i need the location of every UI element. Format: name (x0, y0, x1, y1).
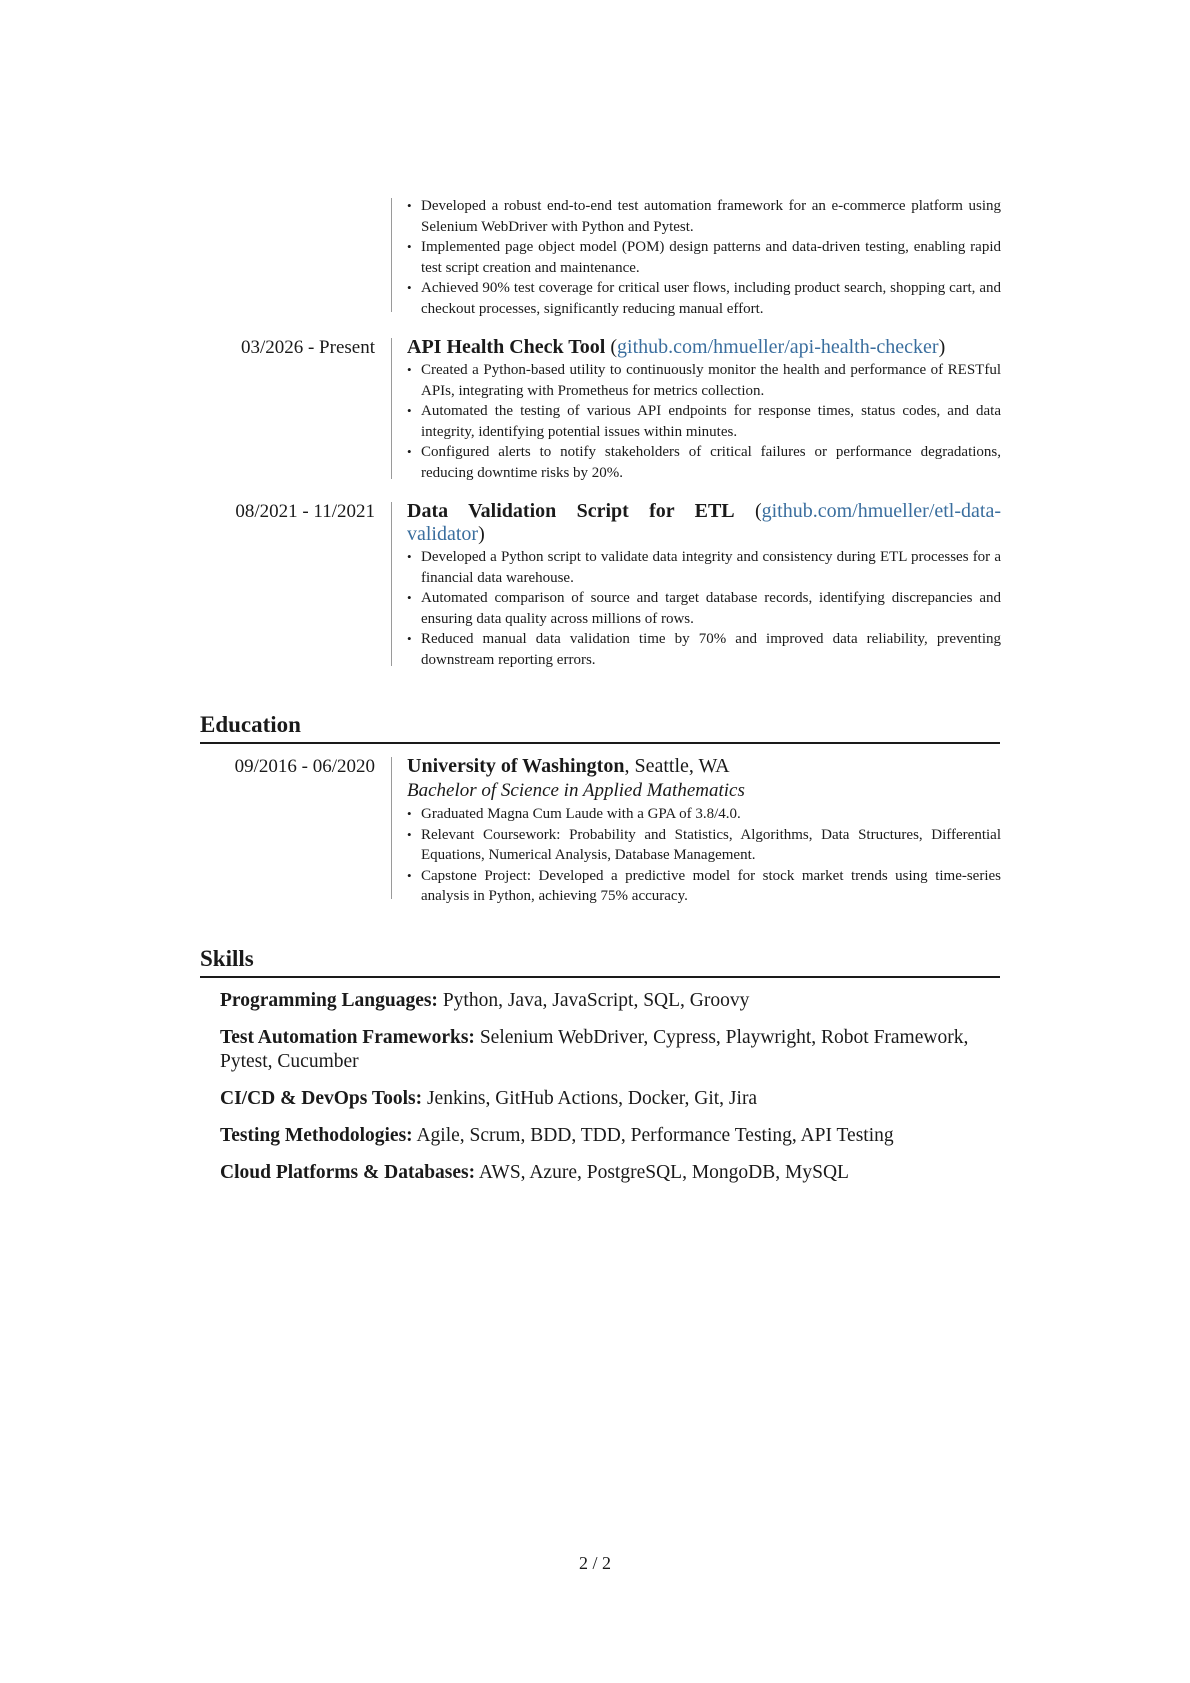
skill-row (220, 1161, 1005, 1185)
institution-location: , Seattle, WA (624, 755, 730, 777)
education-bullets (407, 804, 1001, 907)
skill-row (220, 1124, 1005, 1148)
timeline-rule (391, 198, 392, 312)
skill-value: Jenkins, GitHub Actions, Docker, Git, Jira (422, 1088, 758, 1109)
bullet-item: • Implemented page object model (POM) design patterns and data-driven testing, enabling rapid test script creation and maintenance. (407, 237, 1001, 278)
project-link[interactable]: github.com/hmueller/etl-data-validator (407, 500, 1001, 545)
section-divider (200, 742, 1000, 744)
bullet-item: • Developed a Python script to validate data integrity and consistency during ETL processes for a financial data warehouse. (407, 547, 1001, 588)
project-bullets (407, 547, 1001, 671)
bullet-item: • Configured alerts to notify stakeholders of critical failures or performance degradations, reducing downtime risks by 20%. (407, 442, 1001, 483)
skill-label: Programming Languages: (220, 990, 438, 1011)
institution-line (407, 755, 1001, 778)
skill-label: Testing Methodologies: (220, 1125, 413, 1146)
timeline-rule (391, 757, 392, 899)
bullet-item: • Achieved 90% test coverage for critical user flows, including product search, shopping cart, and checkout processes, significantly reducing manual effort. (407, 278, 1001, 319)
bullet-item: • Automated comparison of source and target database records, identifying discrepancies and ensuring data quality across millions of rows. (407, 588, 1001, 629)
project-name: Data Validation Script for ETL (407, 500, 735, 522)
timeline-rule (391, 502, 392, 666)
bullet-item: • Reduced manual data validation time by 70% and improved data reliability, preventing downstream reporting errors. (407, 629, 1001, 670)
entry-date: 08/2021 - 11/2021 (235, 501, 375, 522)
project-entry-continued (0, 196, 1190, 317)
project-name: API Health Check Tool (407, 336, 606, 358)
section-title-skills: Skills (200, 946, 254, 971)
degree: Bachelor of Science in Applied Mathematics (407, 780, 745, 801)
bullet-item: • Automated the testing of various API endpoints for response times, status codes, and data integrity, identifying potential issues within minutes. (407, 401, 1001, 442)
timeline-rule (391, 338, 392, 479)
skill-row (220, 1087, 1005, 1111)
institution-name: University of Washington (407, 755, 625, 777)
skill-row (220, 989, 1005, 1013)
project-bullets (407, 360, 1001, 484)
page-number: 2 / 2 (578, 1553, 611, 1573)
project-title: Data Validation Script for ETL (github.com/hmueller/etl-data-validator) (407, 500, 1001, 545)
skill-value: Agile, Scrum, BDD, TDD, Performance Testing, API Testing (412, 1125, 894, 1146)
project-entry-api-health (0, 336, 1190, 481)
project-bullets (407, 196, 1001, 320)
bullet-item: • Relevant Coursework: Probability and Statistics, Algorithms, Data Structures, Differential Equations, Numerical Analysis, Database Management. (407, 825, 1001, 866)
skill-label: CI/CD & DevOps Tools: (220, 1088, 423, 1109)
entry-date: 03/2026 - Present (240, 337, 375, 358)
skill-row (220, 1026, 1005, 1074)
bullet-item: • Created a Python-based utility to continuously monitor the health and performance of RESTful APIs, integrating with Prometheus for metrics collection. (407, 360, 1001, 401)
section-title-education: Education (200, 712, 301, 737)
project-link[interactable]: github.com/hmueller/api-health-checker (617, 336, 939, 358)
project-title: API Health Check Tool (github.com/hmueller/api-health-checker) (407, 336, 946, 358)
skill-label: Test Automation Frameworks: (220, 1027, 475, 1048)
skill-value: AWS, Azure, PostgreSQL, MongoDB, MySQL (475, 1162, 849, 1183)
education-entry (0, 755, 1190, 905)
bullet-item: • Developed a robust end-to-end test automation framework for an e-commerce platform using Selenium WebDriver with Python and Pytest. (407, 196, 1001, 237)
section-divider (200, 976, 1000, 978)
skill-label: Cloud Platforms & Databases: (220, 1162, 476, 1183)
entry-date: 09/2016 - 06/2020 (234, 756, 375, 777)
project-entry-etl-validator (0, 500, 1190, 668)
skill-value: Python, Java, JavaScript, SQL, Groovy (437, 990, 750, 1011)
bullet-item: • Graduated Magna Cum Laude with a GPA of 3.8/4.0. (407, 804, 1001, 825)
bullet-item: • Capstone Project: Developed a predictive model for stock market trends using time-series analysis in Python, achieving 75% accuracy. (407, 866, 1001, 907)
skill-value: Selenium WebDriver, Cypress, Playwright, Robot Framework, Pytest, Cucumber (220, 1027, 969, 1072)
